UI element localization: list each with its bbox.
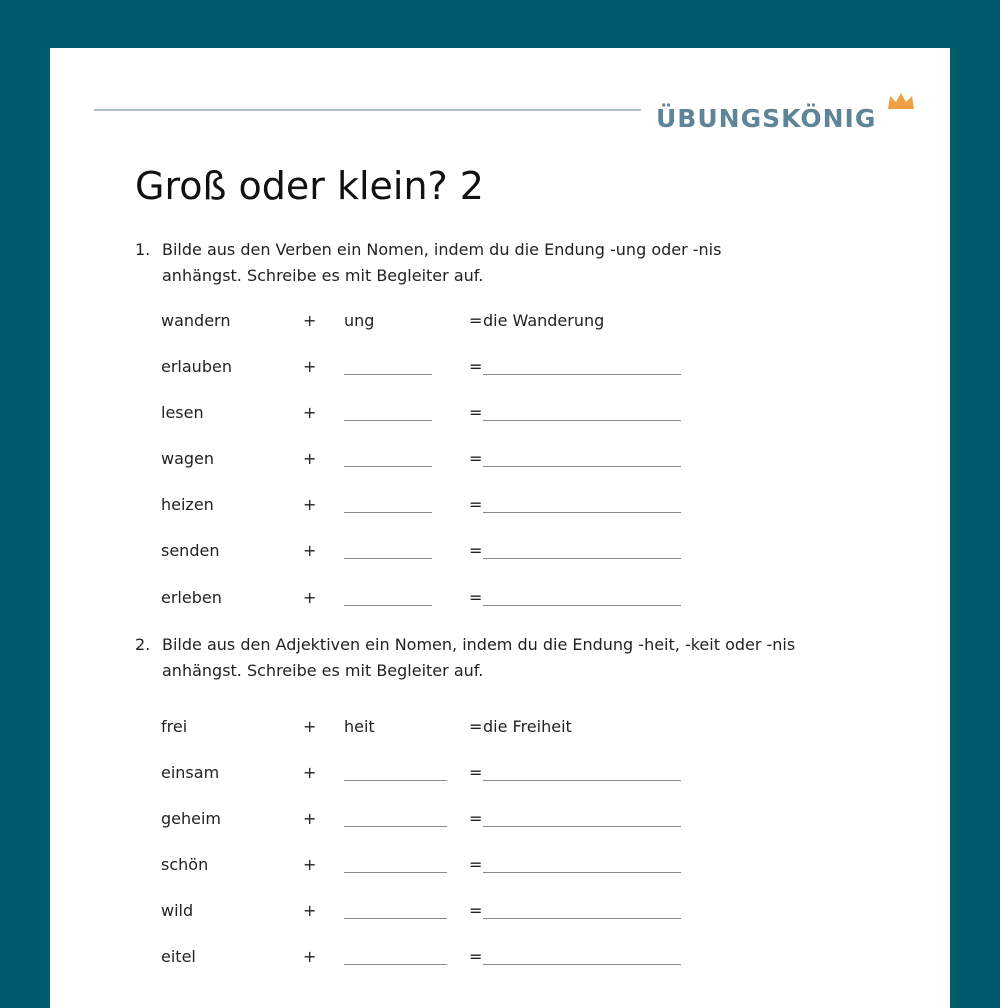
plus-sign: +	[303, 541, 317, 560]
task-number: 1.	[135, 240, 151, 259]
exercise-row	[161, 809, 721, 833]
base-word: einsam	[161, 763, 220, 782]
result-blank[interactable]	[483, 964, 681, 965]
base-word: erleben	[161, 588, 222, 607]
task-number: 2.	[135, 635, 151, 654]
suffix-blank[interactable]	[344, 512, 432, 513]
task-2-instruction	[135, 632, 842, 684]
result-blank[interactable]	[483, 780, 681, 781]
equals-sign: =	[469, 901, 483, 920]
plus-sign: +	[303, 855, 317, 874]
result-blank[interactable]	[483, 512, 681, 513]
base-word: eitel	[161, 947, 196, 966]
instruction-line: Bilde aus den Verben ein Nomen, indem du die Endung -ung oder -nis	[162, 240, 722, 259]
result-blank[interactable]	[483, 558, 681, 559]
equals-sign: =	[469, 947, 483, 966]
equals-sign: =	[469, 855, 483, 874]
instruction-line: anhängst. Schreibe es mit Begleiter auf.	[162, 661, 484, 680]
result-blank[interactable]	[483, 872, 681, 873]
suffix-blank[interactable]	[344, 374, 432, 375]
plus-sign: +	[303, 311, 317, 330]
exercise-row	[161, 357, 721, 381]
worksheet-page	[50, 48, 950, 1008]
result-blank[interactable]	[483, 918, 681, 919]
equals-sign: =	[469, 311, 483, 330]
suffix-blank[interactable]	[344, 826, 447, 827]
suffix-blank[interactable]	[344, 605, 432, 606]
base-word: erlauben	[161, 357, 232, 376]
suffix-blank[interactable]	[344, 964, 447, 965]
equals-sign: =	[469, 403, 483, 422]
result-value: die Freiheit	[483, 717, 572, 736]
exercise-row	[161, 495, 721, 519]
plus-sign: +	[303, 357, 317, 376]
equals-sign: =	[469, 449, 483, 468]
base-word: geheim	[161, 809, 222, 828]
equals-sign: =	[469, 541, 483, 560]
plus-sign: +	[303, 947, 317, 966]
instruction-line: anhängst. Schreibe es mit Begleiter auf.	[162, 266, 484, 285]
base-word: schön	[161, 855, 209, 874]
base-word: wild	[161, 901, 194, 920]
plus-sign: +	[303, 809, 317, 828]
suffix-blank[interactable]	[344, 918, 447, 919]
suffix-value: heit	[344, 717, 375, 736]
suffix-value: ung	[344, 311, 375, 330]
result-blank[interactable]	[483, 374, 681, 375]
crown-icon	[886, 92, 916, 110]
instruction-line: Bilde aus den Adjektiven ein Nomen, indem du die Endung -heit, -keit oder -nis	[162, 635, 796, 654]
result-blank[interactable]	[483, 605, 681, 606]
suffix-blank[interactable]	[344, 466, 432, 467]
plus-sign: +	[303, 901, 317, 920]
equals-sign: =	[469, 809, 483, 828]
exercise-row	[161, 947, 721, 971]
exercise-row	[161, 901, 721, 925]
exercise-row	[161, 763, 721, 787]
plus-sign: +	[303, 588, 317, 607]
equals-sign: =	[469, 588, 483, 607]
exercise-row	[161, 855, 721, 879]
result-blank[interactable]	[483, 466, 681, 467]
suffix-blank[interactable]	[344, 872, 447, 873]
plus-sign: +	[303, 449, 317, 468]
base-word: wagen	[161, 449, 215, 468]
exercise-row	[161, 403, 721, 427]
exercise-row	[161, 541, 721, 565]
plus-sign: +	[303, 403, 317, 422]
exercise-row	[161, 588, 721, 612]
equals-sign: =	[469, 717, 483, 736]
base-word: wandern	[161, 311, 231, 330]
suffix-blank[interactable]	[344, 420, 432, 421]
exercise-row	[161, 449, 721, 473]
plus-sign: +	[303, 495, 317, 514]
plus-sign: +	[303, 717, 317, 736]
suffix-blank[interactable]	[344, 558, 432, 559]
result-value: die Wanderung	[483, 311, 605, 330]
brand-logo-text: ÜBUNGSKÖNIG	[656, 104, 877, 133]
exercise-row	[161, 717, 721, 741]
suffix-blank[interactable]	[344, 780, 447, 781]
base-word: heizen	[161, 495, 214, 514]
plus-sign: +	[303, 763, 317, 782]
result-blank[interactable]	[483, 420, 681, 421]
base-word: lesen	[161, 403, 204, 422]
task-1-instruction	[135, 237, 842, 289]
header-line	[94, 109, 641, 111]
base-word: senden	[161, 541, 220, 560]
exercise-row	[161, 311, 721, 335]
page-title: Groß oder klein? 2	[135, 164, 484, 208]
base-word: frei	[161, 717, 188, 736]
equals-sign: =	[469, 763, 483, 782]
result-blank[interactable]	[483, 826, 681, 827]
equals-sign: =	[469, 495, 483, 514]
equals-sign: =	[469, 357, 483, 376]
